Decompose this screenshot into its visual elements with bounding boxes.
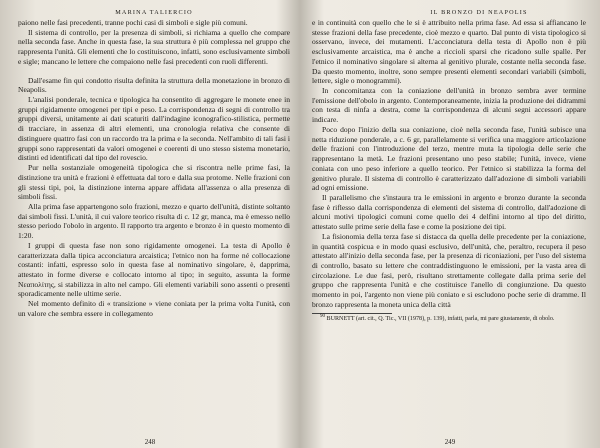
paragraph: La fisionomia della terza fase si distacca da quella delle precedente per la coniazione, in quantità cospicua e in modo quasi esclusivo, dell'unità, che, peraltro, recupera il peso attestato all'inizio della seconda fase, per la presenza di riconiazioni, per l'uso del sistema di controllo, basato su lettere che contraddistinguono le emissioni, per la vasta area di circolazione. Le due fasi, però, risultano strettamente collegate dalla prima serie del gruppo che rappresenta l'unità e che costituisce l'anello di congiunzione. Da questo momento in poi, l'argento non viene più coniato e si escludono poche serie di dramme. Il bronzo rappresenta la moneta unica della città	[312, 231, 586, 309]
paragraph: Poco dopo l'inizio della sua coniazione, cioè nella seconda fase, l'unità subisce una netta riduzione ponderale, a c. 6 gr, parallelamente si verifica una maggiore articolazione delle frazioni con l'introduzione del terzo, mentre muta la tipologia delle serie che rappresentano la metà. Le frazioni presentano uno peso stabile; l'unità, invece, viene coniata con uno peso inferiore a quello teorico. Per l'etnico si stabilizza la forma del genitivo plurale. Il sistema di controllo è caratterizzato dall'adozione di simboli variabili ad ogni emissione.	[312, 124, 586, 193]
paragraph: Il sistema di controllo, per la presenza di simboli, si richiama a quello che compare nella seconda fase. Anche in questa fase, la sua struttura è più complessa nel gruppo che rappresenta l'unità. Gli elementi che lo costituiscono, infatti, sono esclusivamente simboli e sigle; mancano le lettere che compaiono nelle fasi precedenti con ruoli differenti.	[18, 27, 290, 66]
footnote-text: BURNETT (art. cit., Q. Tic., VII (1978), p. 139), infatti, parla, mi pare giustamente, di obolo.	[326, 315, 555, 322]
running-head-right: IL BRONZO DI NEAPOLIS	[430, 9, 528, 16]
paragraph: paiono nelle fasi precedenti, tranne pochi casi di simboli e sigle più comuni.	[18, 18, 248, 27]
paragraph: Il parallelismo che s'instaura tra le emissioni in argento e bronzo durante la seconda fase è riflesso dalla corrispondenza di elementi del sistema di controllo, dall'adozione di alcuni motivi tipologici comuni come quello dei 4 delfini intorno al tipo del diritto, attestato sulle prime serie della fase e come la posizione dei tipi.	[312, 192, 586, 232]
paragraph: I gruppi di questa fase non sono rigidamente omogenei. La testa di Apollo è caratterizzata dalla tipica acconciatura arcaistica; l'etnico non ha forme né collocazione costanti: infatti, espresso solo in questa fase al nominativo singolare, è, dapprima, attestato in forme diverse e collocato intorno al tipo; in seguito, assunta la forme Νεαπολίτης, si stabilizza in alto nel campo. Gli elementi variabili sono assenti o presenti sporadicamente nelle ultime serie.	[18, 240, 290, 299]
paragraph: L'analisi ponderale, tecnica e tipologica ha consentito di aggregare le monete enee in gruppi rigidamente omogenei per tipi e peso. La corrispondenza di segni di controllo tra gruppi diversi, unitamente ai dati scaturiti dall'indagine iconografico-stilistica, permette di tracciare, in assenza di altri elementi, una cronologia relativa che consente di distinguere quattro fasi con un raccordo tra la prima e la seconda. Nell'ambito di tali fasi i gruppi sono rappresentati da valori omogenei e coerenti di uno stesso sistema monetario, distinti ed identificati dal tipo del rovescio.	[18, 95, 290, 163]
footnote	[312, 313, 586, 324]
paragraph: Alla prima fase appartengono solo frazioni, mezzo e quarto dell'unità, distinte soltanto dai simboli fissi. L'unità, il cui valore teorico risulta di c. 12 gr, manca, ma è emesso nello stesso periodo l'obolo in argento. Il rapporto tra argento e bronzo è in questo momento di 1:20.	[18, 201, 290, 241]
paragraph: Nel momento definito di « transizione » viene coniata per la prima volta l'unità, con un valore che sembra essere in collegamento	[18, 299, 290, 318]
paragraph: Dall'esame fin qui condotto risulta definita la struttura della monetazione in bronzo di Neapolis.	[18, 75, 290, 95]
paragraph: Pur nella sostanziale omogeneità tipologica che si riscontra nelle prime fasi, la distinzione tra unità e frazioni è effettuata dal toro e dalla sua protome. Nelle frazioni con gli stessi tipi, poi, la distinzione interna appare affidata all'assenza o alla presenza di simboli fissi.	[18, 163, 290, 202]
page-number-left: 248	[144, 438, 156, 446]
page-number-right: 249	[444, 438, 456, 446]
running-head-left: MARINA TALIERCIO	[115, 9, 193, 16]
right-page	[300, 0, 600, 448]
paragraph: In concomitanza con la coniazione dell'unità in bronzo sembra aver termine l'emissione dell'obolo in argento. Contemporaneamente, inizia la produzione dei didrammi con testa di ninfa a destra, come la corrispondenza di alcuni segni accessori appare indicare.	[312, 86, 586, 125]
paragraph: e in continuità con quello che le si è attribuito nella prima fase. Ad essa si affiancano le stesse frazioni della fase precedente, cioè mezzo e quarto. Dal punto di vista tipologico si osservano, invece, dei mutamenti. L'acconciatura della testa di Apollo non è più esclusivamente arcaistica, ma è anche a riccioli sparsi che ricadono sulle spalle. Per l'etnico il nominativo singolare si alterna al genitivo plurale, costante nella seconda fase. Da questo momento, inoltre, sono sempre presenti elementi secondari variabili (simboli, lettere, sigle o monogrammi).	[312, 18, 586, 86]
footnote-marker: 90	[320, 313, 325, 319]
